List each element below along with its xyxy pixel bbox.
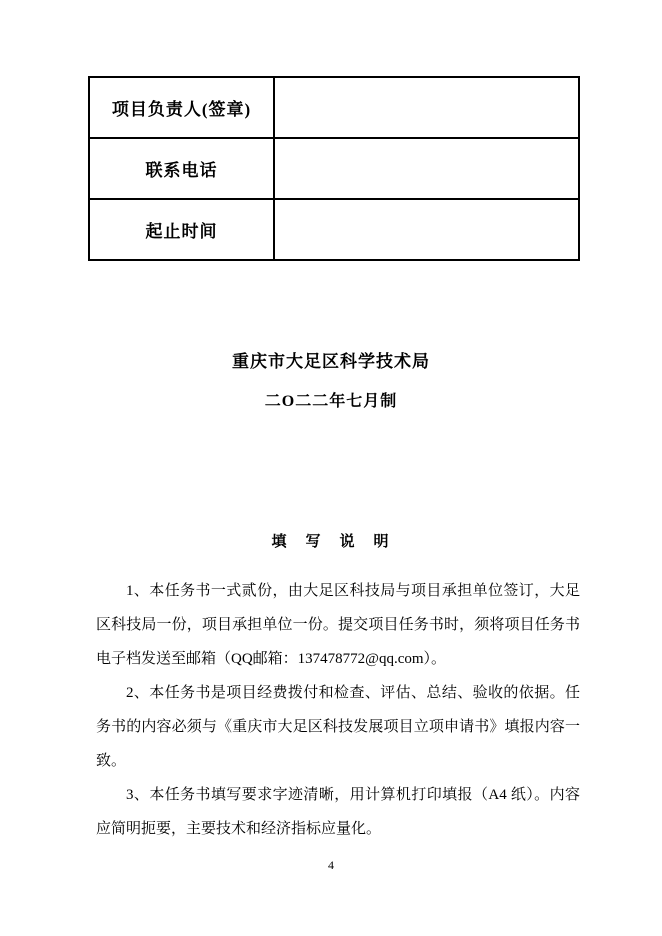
instruction-paragraph-2: 2、本任务书是项目经费拨付和检查、评估、总结、验收的依据。任务书的内容必须与《重庆市大足区科技发展项目立项申请书》填报内容一致。 (96, 685, 580, 769)
duration-label: 起止时间 (89, 199, 274, 260)
instruction-paragraph-1: 1、本任务书一式贰份，由大足区科技局与项目承担单位签订，大足区科技局一份，项目承担单位一份。提交项目任务书时，须将项目任务书电子档发送至邮箱（QQ邮箱：137478772@qq.com）。 (96, 583, 580, 667)
table-row (89, 138, 579, 199)
contact-phone-label: 联系电话 (89, 138, 274, 199)
contact-phone-field[interactable] (274, 138, 579, 199)
project-leader-label: 项目负责人(签章) (89, 77, 274, 138)
page-number: 4 (328, 858, 334, 872)
issuing-organization: 重庆市大足区科学技术局 (232, 352, 430, 371)
instruction-paragraph-3: 3、本任务书填写要求字迹清晰，用计算机打印填报（A4 纸）。内容应简明扼要，主要技术和经济指标应量化。 (96, 787, 580, 837)
duration-field[interactable] (274, 199, 579, 260)
table-row (89, 199, 579, 260)
instructions-body (96, 574, 580, 846)
instructions-title: 填 写 说 明 (271, 534, 391, 550)
issue-date: 二O二二年七月制 (264, 393, 398, 410)
table-row (89, 77, 579, 138)
project-leader-signature-field[interactable] (274, 77, 579, 138)
signature-table (88, 76, 580, 261)
